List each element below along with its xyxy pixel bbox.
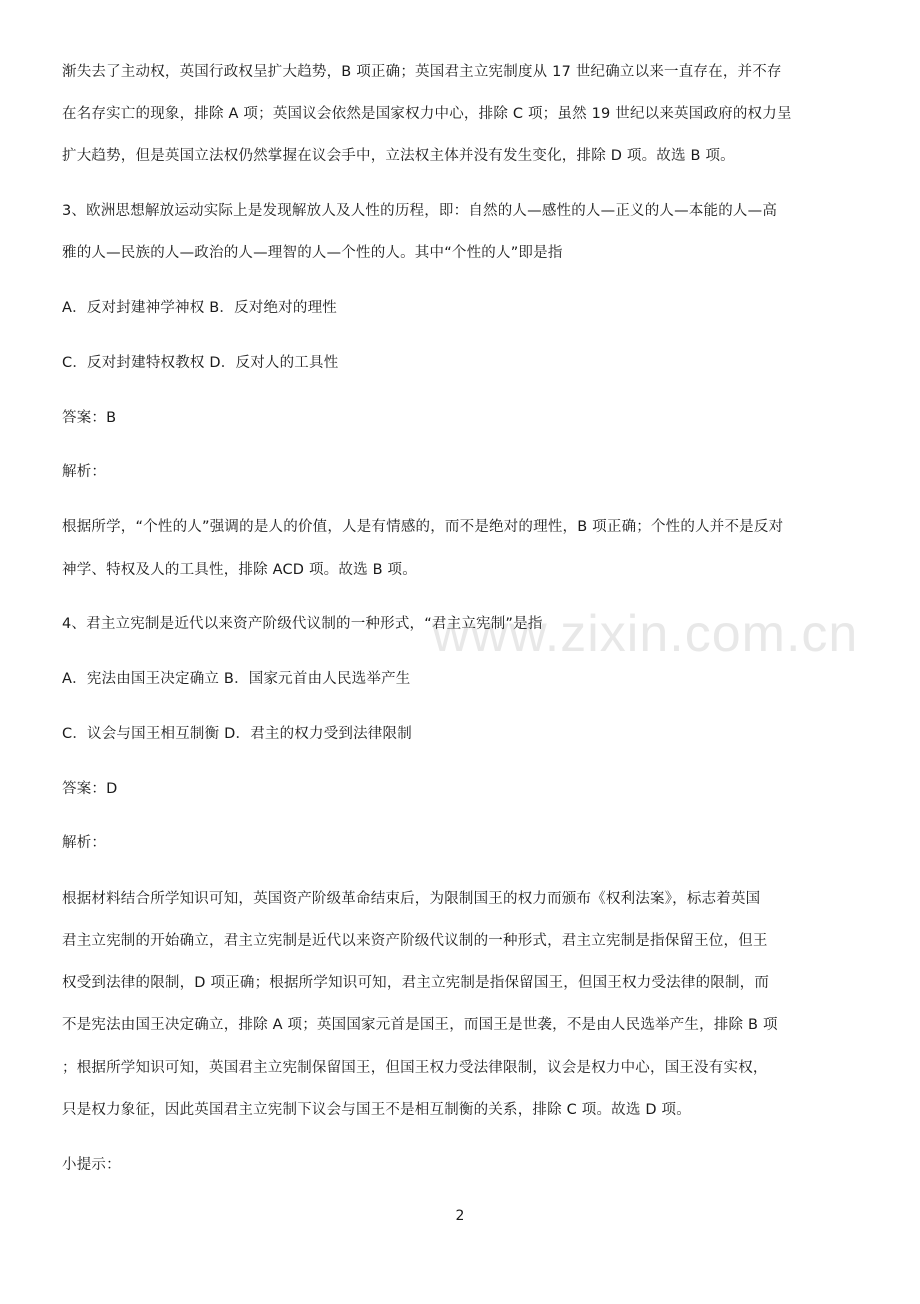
- q4-options-cd: C．议会与国王相互制衡 D．君主的权力受到法律限制: [62, 726, 412, 742]
- prev-analysis-line-3: 扩大趋势，但是英国立法权仍然掌握在议会手中，立法权主体并没有发生变化，排除 D 项。故选 B 项。: [62, 148, 735, 164]
- q4-stem: 4、君主立宪制是近代以来资产阶级代议制的一种形式，“君主立宪制”是指: [62, 616, 543, 632]
- q3-analysis-line-2: 神学、特权及人的工具性，排除 ACD 项。故选 B 项。: [62, 562, 417, 578]
- q4-analysis-line-4: 不是宪法由国王决定确立，排除 A 项；英国国家元首是国王，而国王是世袭，不是由人民选举产生，排除 B 项: [62, 1017, 778, 1033]
- q3-analysis-line-1: 根据所学，“个性的人”强调的是人的价值，人是有情感的，而不是绝对的理性，B 项正确；个性的人并不是反对: [62, 519, 784, 535]
- q3-stem-line-1: 3、欧洲思想解放运动实际上是发现解放人及人性的历程，即：自然的人—感性的人—正义的人—本能的人—高: [62, 203, 778, 219]
- q3-options-ab: A．反对封建神学神权 B．反对绝对的理性: [62, 300, 337, 316]
- q4-analysis-label: 解析：: [62, 835, 107, 851]
- watermark: www.zixin.com.cn: [432, 605, 859, 663]
- prev-analysis-line-2: 在名存实亡的现象，排除 A 项；英国议会依然是国家权力中心，排除 C 项；虽然 19 世纪以来英国政府的权力呈: [62, 106, 792, 122]
- page-number: 2: [455, 1208, 465, 1224]
- q4-analysis-line-6: 只是权力象征，因此英国君主立宪制下议会与国王不是相互制衡的关系，排除 C 项。故选 D 项。: [62, 1102, 691, 1118]
- prev-analysis-line-1: 渐失去了主动权，英国行政权呈扩大趋势，B 项正确；英国君主立宪制度从 17 世纪确立以来一直存在，并不存: [62, 64, 782, 80]
- tip-label: 小提示：: [62, 1157, 121, 1173]
- q4-analysis-line-5: ；根据所学知识可知，英国君主立宪制保留国王，但国王权力受法律限制，议会是权力中心，国王没有实权，: [62, 1060, 768, 1076]
- q4-analysis-line-1: 根据材料结合所学知识可知，英国资产阶级革命结束后，为限制国王的权力而颁布《权利法案》，标志着英国: [62, 891, 761, 907]
- q4-answer: 答案：D: [62, 781, 118, 797]
- q4-analysis-line-3: 权受到法律的限制，D 项正确；根据所学知识可知，君主立宪制是指保留国王，但国王权力受法律的限制，而: [62, 975, 770, 991]
- q3-answer: 答案：B: [62, 410, 117, 426]
- q4-options-ab: A．宪法由国王决定确立 B．国家元首由人民选举产生: [62, 671, 411, 687]
- q3-options-cd: C．反对封建特权教权 D．反对人的工具性: [62, 355, 339, 371]
- q4-analysis-line-2: 君主立宪制的开始确立，君主立宪制是近代以来资产阶级代议制的一种形式，君主立宪制是指保留王位，但王: [62, 933, 768, 949]
- q3-stem-line-2: 雅的人—民族的人—政治的人—理智的人—个性的人。其中“个性的人”即是指: [62, 245, 563, 261]
- q3-analysis-label: 解析：: [62, 464, 107, 480]
